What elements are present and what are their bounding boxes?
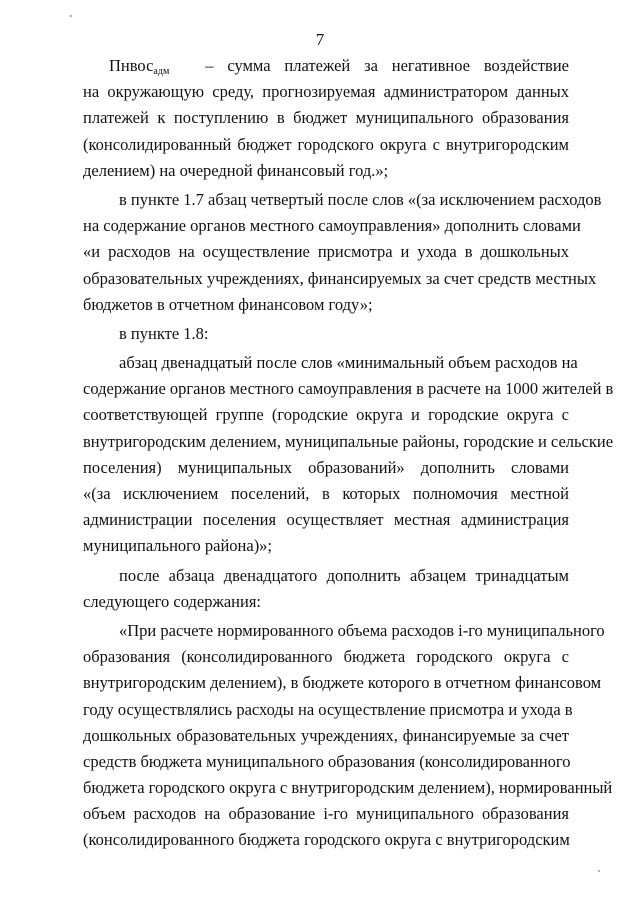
- text-line: «(за исключением поселений, в которых полномочия местной: [83, 484, 569, 503]
- text-line: муниципального района)»;: [83, 536, 273, 556]
- text-line: внутригородским делением, муниципальные районы, городские и сельские: [83, 431, 614, 451]
- text-line: следующего содержания:: [83, 591, 262, 611]
- text-line: соответствующей группе (городские округа и городские округа с: [83, 405, 569, 425]
- paragraph-first-line: «При расчете нормированного объема расходов i-го муниципального: [119, 620, 605, 640]
- text-line: году осуществлялись расходы на осуществление присмотра и ухода в: [83, 699, 573, 719]
- paragraph-first-line: в пункте 1.7 абзац четвертый после слов «(за исключением расходов: [119, 189, 602, 209]
- text-line: объем расходов на образование i-го муниципального образования: [83, 804, 569, 824]
- text-line: образования (консолидированного бюджета городского округа с: [83, 647, 569, 667]
- text-line: содержание органов местного самоуправления в расчете на 1000 жителей в: [83, 379, 614, 399]
- text-line: «и расходов на осуществление присмотра и ухода в дошкольных: [83, 242, 569, 262]
- text-line: (консолидированный бюджет городского округа с внутригородским: [83, 134, 569, 154]
- text-line: поселения) муниципальных образований» дополнить словами: [83, 457, 569, 477]
- text-line: на окружающую среду, прогнозируемая администратором данных: [83, 82, 569, 102]
- text-line: на содержание органов местного самоуправления» дополнить словами: [83, 216, 581, 236]
- scan-speck: [70, 15, 72, 17]
- text-line: внутригородским делением), в бюджете которого в отчетном финансовом: [83, 673, 602, 693]
- page-number: 7: [315, 30, 325, 49]
- text-line: бюджетов в отчетном финансовом году»;: [83, 294, 373, 314]
- document-body: [83, 53, 614, 854]
- paragraph-first-line: в пункте 1.8:: [119, 323, 209, 343]
- paragraph-first-line: абзац двенадцатый после слов «минимальный объем расходов на: [119, 353, 578, 373]
- text-line: образовательных учреждениях, финансируемых за счет средств местных: [83, 268, 597, 288]
- definition-line: [83, 53, 569, 79]
- text-line: администрации поселения осуществляет местная администрация: [83, 510, 569, 530]
- text-line: средств бюджета муниципального образования (консолидированного: [83, 751, 571, 771]
- text-line: платежей к поступлению в бюджет муниципального образования: [83, 108, 569, 128]
- text-line: – сумма платежей за негативное воздействие: [205, 56, 569, 75]
- formula-term: Пнвос$_{адм}$: [109, 56, 170, 77]
- text-line: бюджета городского округа с внутригородским делением), нормированный: [83, 778, 613, 798]
- scan-speck: [598, 870, 600, 872]
- paragraph-first-line: после абзаца двенадцатого дополнить абзацем тринадцатым: [119, 565, 569, 585]
- text-line: делением) на очередной финансовый год.»;: [83, 160, 389, 180]
- text-line: (консолидированного бюджета городского округа с внутригородским: [83, 830, 570, 850]
- text-line: дошкольных образовательных учреждениях, финансируемые за счет: [83, 725, 569, 745]
